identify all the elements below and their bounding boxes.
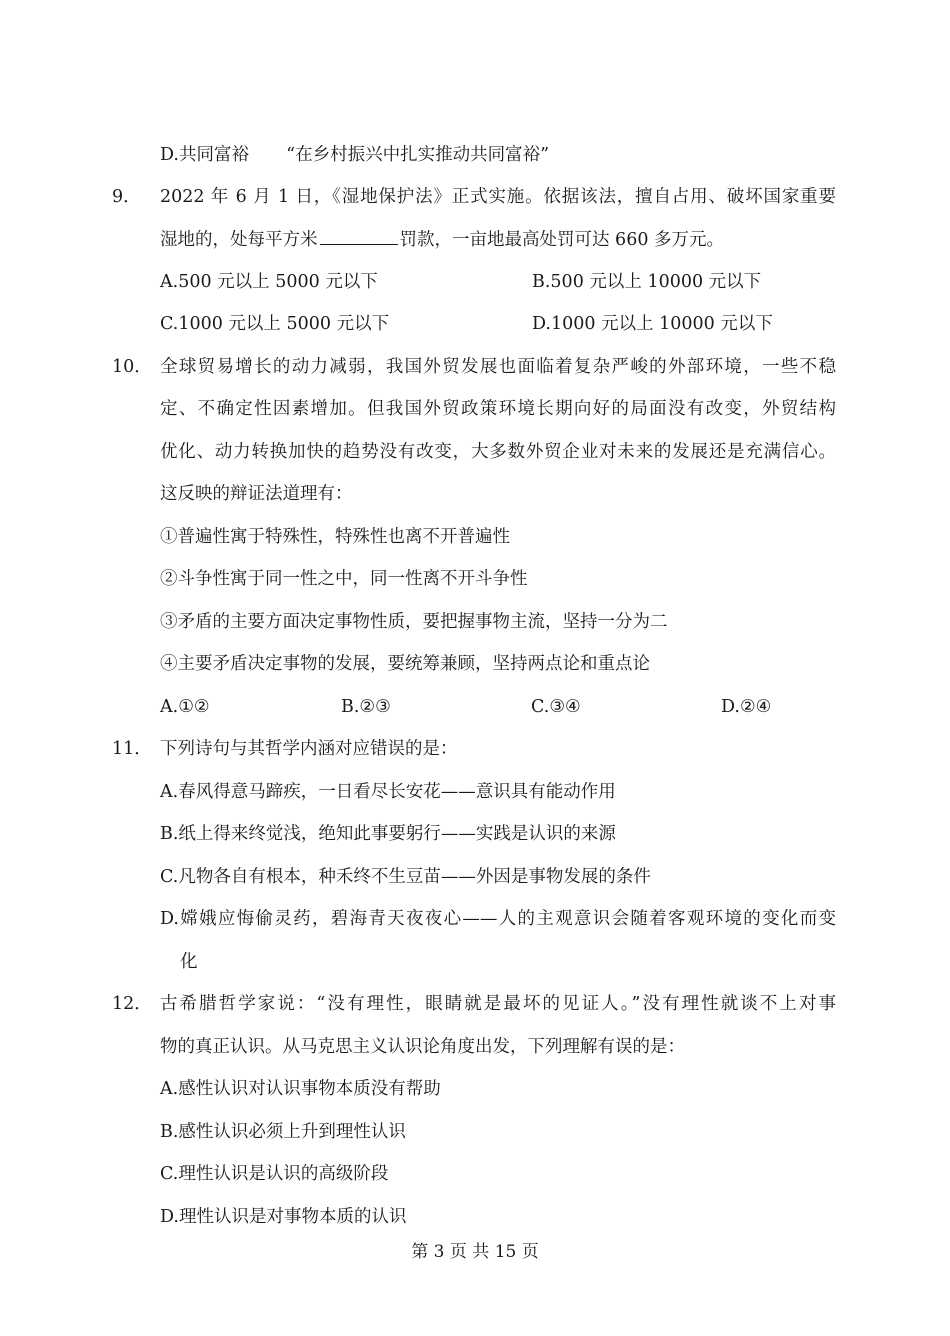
q11-option-d-cont: 化 [180,952,198,972]
q12-option-a: A.感性认识对认识事物本质没有帮助 [160,1079,441,1099]
q11-number: 11． [112,739,152,759]
q9-stem-line2: 湿地的，处每平方米 罚款，一亩地最高处罚可达 660 多万元。 [160,230,725,250]
q12-stem-line1: 古希腊哲学家说：“没有理性，眼睛就是最坏的见证人。”没有理性就谈不上对事 [160,994,836,1014]
q12-option-d: D.理性认识是对事物本质的认识 [160,1207,407,1227]
q10-stem-line1: 全球贸易增长的动力减弱，我国外贸发展也面临着复杂严峻的外部环境，一些不稳 [160,357,836,377]
prev-option-d-quote: “在乡村振兴中扎实推动共同富裕” [286,145,550,165]
answer-blank [320,228,398,245]
q12-stem-line2: 物的真正认识。从马克思主义认识论角度出发，下列理解有误的是： [160,1037,685,1057]
q12-number: 12． [112,994,152,1014]
q12-option-b: B.感性认识必须上升到理性认识 [160,1122,406,1142]
q11-option-b: B.纸上得来终觉浅，绝知此事要躬行——实践是认识的来源 [160,824,616,844]
prev-option-d-label: D.共同富裕 [160,145,249,165]
q10-option-d: D.②④ [721,697,772,717]
q9-stem-line1: 2022 年 6 月 1 日，《湿地保护法》正式实施。依据该法，擅自占用、破坏国家重要 [160,187,836,207]
q11-option-d: D.嫦娥应悔偷灵药，碧海青天夜夜心——人的主观意识会随着客观环境的变化而变 [160,909,836,929]
q10-number: 10． [112,357,152,377]
q9-option-d: D.1000 元以上 10000 元以下 [532,314,773,334]
q11-option-c: C.凡物各自有根本，种禾终不生豆苗——外因是事物发展的条件 [160,867,651,887]
q10-statement-4: ④主要矛盾决定事物的发展，要统筹兼顾，坚持两点论和重点论 [160,654,650,674]
q10-stem-line2: 定、不确定性因素增加。但我国外贸政策环境长期向好的局面没有改变，外贸结构 [160,399,836,419]
q11-option-a: A.春风得意马蹄疾，一日看尽长安花——意识具有能动作用 [160,782,616,802]
q10-option-c: C.③④ [531,697,581,717]
q9-option-c: C.1000 元以上 5000 元以下 [160,314,390,334]
q10-stem-line4: 这反映的辩证法道理有： [160,484,353,504]
q12-option-c: C.理性认识是认识的高级阶段 [160,1164,389,1184]
prev-option-d [160,143,549,167]
q11-stem: 下列诗句与其哲学内涵对应错误的是： [160,739,458,759]
q10-statement-2: ②斗争性寓于同一性之中，同一性离不开斗争性 [160,569,528,589]
page-footer: 第 3 页 共 15 页 [411,1242,539,1262]
q10-statement-1: ①普遍性寓于特殊性，特殊性也离不开普遍性 [160,527,510,547]
q10-stem-line3: 优化、动力转换加快的趋势没有改变，大多数外贸企业对未来的发展还是充满信心。 [160,442,836,462]
q9-option-a: A.500 元以上 5000 元以下 [160,272,378,292]
q9-option-b: B.500 元以上 10000 元以下 [532,272,762,292]
q10-option-b: B.②③ [341,697,391,717]
q10-option-a: A.①② [160,697,210,717]
q9-number: 9． [112,187,141,207]
q10-statement-3: ③矛盾的主要方面决定事物性质，要把握事物主流，坚持一分为二 [160,612,668,632]
